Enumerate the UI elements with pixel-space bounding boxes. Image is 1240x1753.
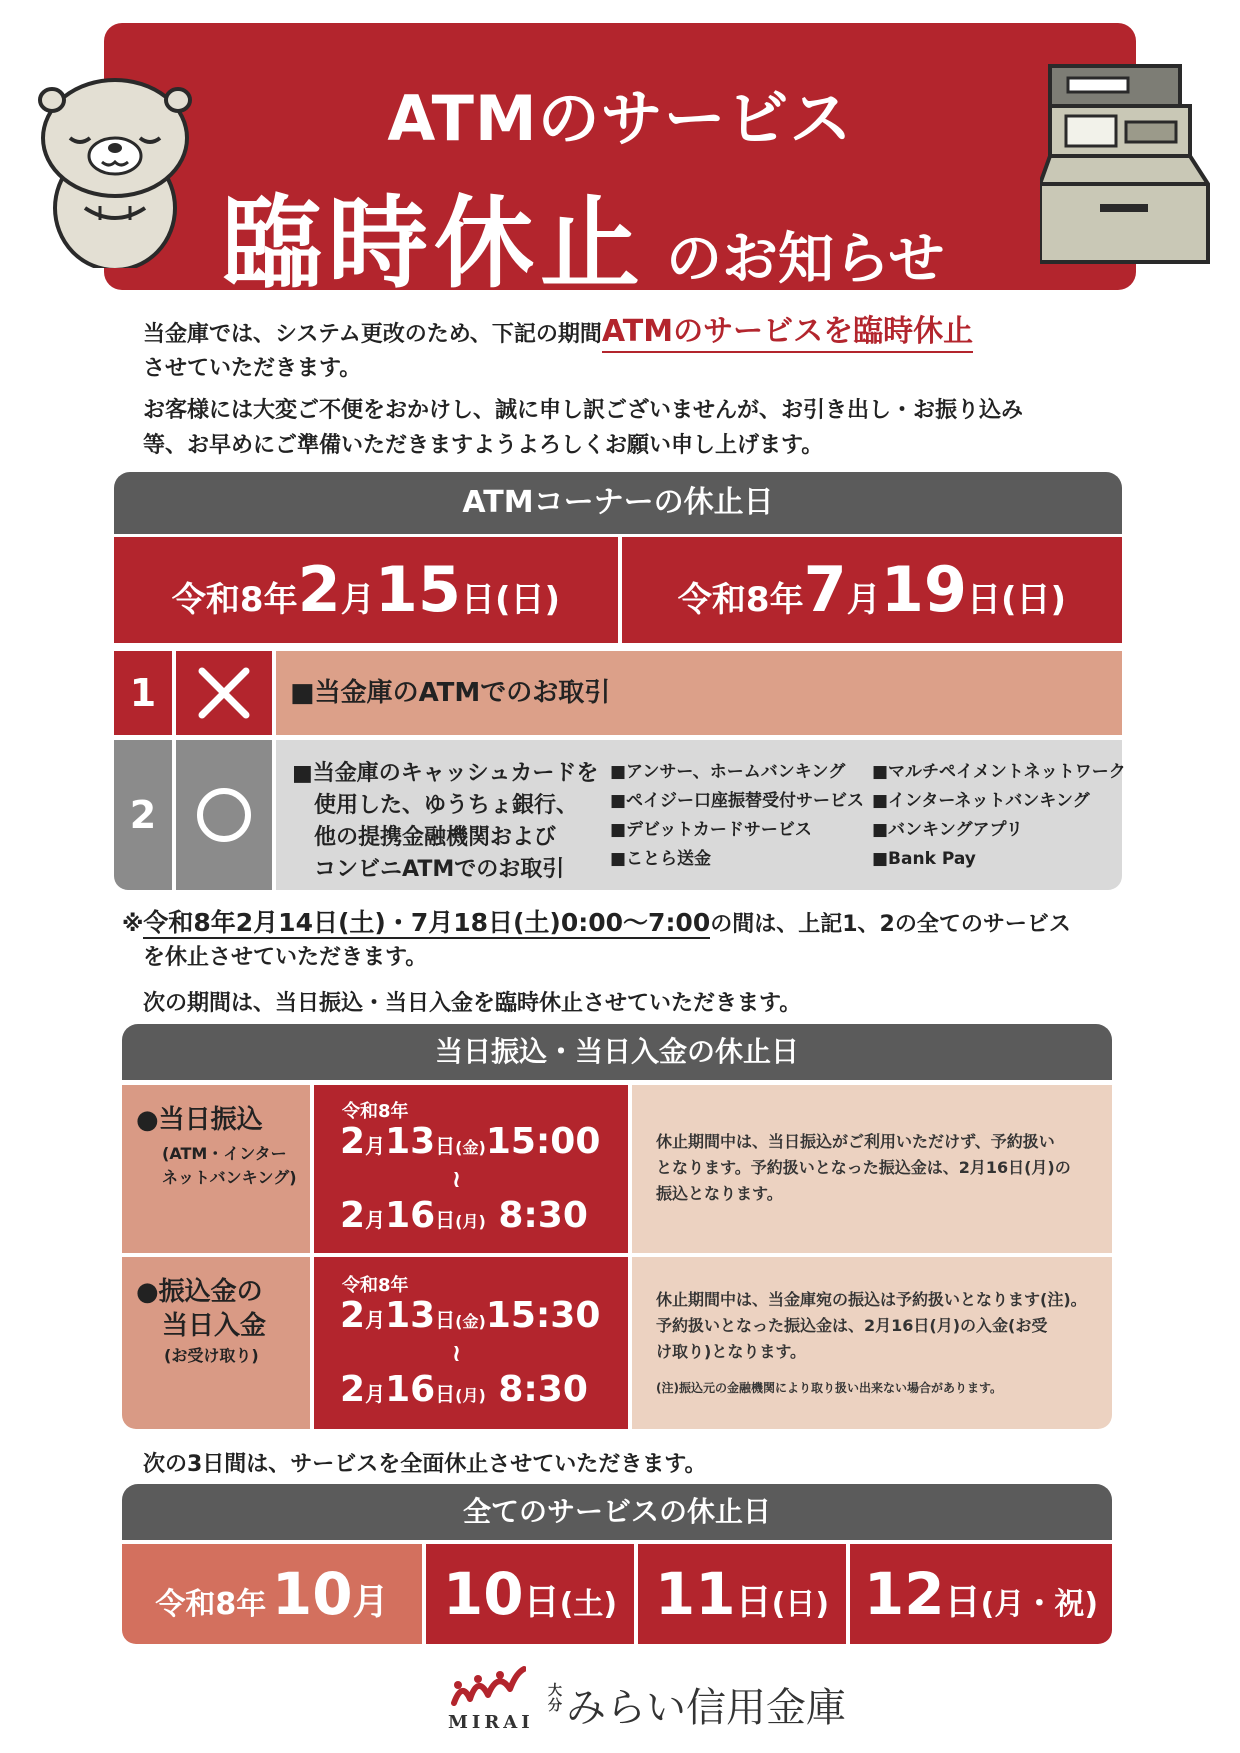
- to-weekday: (月): [455, 1212, 486, 1231]
- transfer-row1-label: ●当日振込: [136, 1105, 263, 1135]
- wave-dash-icon: ≀: [452, 1339, 461, 1367]
- note-underlined-period: 令和8年2月14日(土)・7月18日(土)0:00〜7:00: [143, 908, 711, 937]
- list-item: ■インターネットバンキング: [872, 791, 1090, 811]
- date1-month-unit: 月: [340, 580, 375, 620]
- transfer-row1-from: 2月13日(金)15:00: [340, 1121, 601, 1162]
- to-time: 8:30: [498, 1369, 588, 1410]
- from-time: 15:00: [485, 1121, 601, 1162]
- transfer-row2-year: 令和8年: [342, 1275, 409, 1296]
- logo-japanese: みらい信用金庫: [566, 1685, 846, 1731]
- intro-line-2: させていただきます。: [143, 356, 362, 381]
- to-weekday: (月): [455, 1386, 486, 1405]
- to-day: 16: [385, 1369, 436, 1410]
- list-item: ■マルチペイメントネットワーク: [872, 762, 1126, 782]
- transfer-row2-from: 2月13日(金)15:30: [340, 1295, 601, 1336]
- transfer-row2-label-cell: [122, 1257, 310, 1429]
- from-day: 13: [385, 1295, 436, 1336]
- atm-section-title: ATMコーナーの休止日: [114, 472, 1122, 534]
- otter-mascot-icon: [30, 58, 200, 268]
- day-number: 12: [863, 1560, 945, 1628]
- list-item: ■バンキングアプリ: [872, 820, 1023, 840]
- intro-highlight: ATMのサービスを臨時休止: [602, 314, 973, 353]
- intro-line-3: お客様には大変ご不便をおかけし、誠に申し訳ございませんが、お引き出し・お振り込み: [143, 398, 1024, 423]
- from-month: 2: [340, 1295, 366, 1336]
- to-month: 2: [340, 1195, 366, 1236]
- all-closure-month-cell: [122, 1544, 422, 1644]
- all-month: 10: [271, 1560, 353, 1628]
- transfer-row2-desc: [656, 1287, 1087, 1365]
- header-title-big: 臨時休止: [222, 185, 646, 302]
- transfer-row2-label2: 当日入金: [162, 1311, 267, 1341]
- header-title-line1: ATMのサービス: [387, 82, 853, 155]
- all-month-unit: 月: [352, 1582, 389, 1623]
- date1-day-unit: 日: [461, 580, 495, 620]
- day-number: 11: [654, 1560, 736, 1628]
- transfer-row1-sub1: (ATM・インター: [162, 1144, 287, 1163]
- list-item: ■ペイジー口座振替受付サービス: [610, 791, 865, 811]
- row1-mark-cell: [176, 651, 272, 735]
- row2-text-cell: [276, 740, 1126, 890]
- transfer-row1-to: 2月16日(月) 8:30: [340, 1195, 588, 1236]
- transfer-row1-desc: [656, 1129, 1071, 1207]
- all-closure-day-1: [426, 1544, 634, 1644]
- logo-prefix: 大分: [548, 1683, 562, 1714]
- row1-number: 1: [114, 651, 172, 735]
- to-day: 16: [385, 1195, 436, 1236]
- note-prefix: ※: [122, 912, 144, 937]
- transfer-row1-year: 令和8年: [342, 1101, 409, 1122]
- atm-machine-icon: [1040, 64, 1210, 264]
- transfer-row1-label-cell: [122, 1085, 310, 1253]
- date1-weekday: (日): [495, 580, 561, 620]
- header-banner: [104, 23, 1136, 302]
- list-item: ■デビットカードサービス: [610, 820, 812, 840]
- row2-main-line: 他の提携金融機関および: [292, 825, 557, 850]
- day-unit: 日: [523, 1582, 560, 1623]
- all-closure-day-2: [638, 1544, 846, 1644]
- desc-line: 予約扱いとなった振込金は、2月16日(月)の入金(お受: [656, 1316, 1048, 1335]
- atm-closure-date-2: [622, 537, 1122, 643]
- date1-day: 15: [374, 553, 461, 626]
- from-time: 15:30: [485, 1295, 601, 1336]
- transfer-row1-sub2: ネットバンキング): [162, 1168, 297, 1187]
- note-suffix: の間は、上記1、2の全てのサービス: [710, 912, 1071, 937]
- to-time: 8:30: [498, 1195, 588, 1236]
- day-weekday: (土): [559, 1587, 618, 1622]
- to-month: 2: [340, 1369, 366, 1410]
- from-month: 2: [340, 1121, 366, 1162]
- row2-main-line: 使用した、ゆうちょ銀行、: [292, 793, 579, 818]
- row2-main-line: コンビニATMでのお取引: [292, 857, 565, 882]
- date1-era: 令和8年: [171, 580, 298, 620]
- intro-line-1: [143, 314, 973, 353]
- header-title-small: のお知らせ: [666, 227, 945, 292]
- date2-month: 7: [803, 553, 847, 626]
- date2-day-unit: 日: [967, 580, 1001, 620]
- from-weekday: (金): [455, 1312, 486, 1331]
- date2-month-unit: 月: [846, 580, 881, 620]
- intro-prefix: 当金庫では、システム更改のため、下記の期間: [143, 322, 602, 347]
- row2-service-list-1: [610, 758, 864, 874]
- circle-icon: [176, 740, 272, 890]
- transfer-row2-sub: (お受け取り): [164, 1346, 259, 1365]
- transfer-row2-label1: ●振込金の: [136, 1277, 263, 1307]
- all-closure-intro-line: 次の3日間は、サービスを全面休止させていただきます。: [143, 1452, 707, 1477]
- desc-line: け取り)となります。: [656, 1342, 807, 1361]
- date2-era: 令和8年: [677, 580, 804, 620]
- list-item: ■ことら送金: [610, 849, 712, 869]
- desc-line: となります。予約扱いとなった振込金は、2月16日(月)の: [656, 1158, 1071, 1177]
- row2-main-line: ■当金庫のキャッシュカードを: [292, 761, 599, 786]
- all-era: 令和8年: [155, 1587, 267, 1622]
- day-number: 10: [442, 1560, 524, 1628]
- mirai-logo-icon: [448, 1663, 526, 1713]
- row2-number: 2: [114, 740, 172, 890]
- transfer-intro-line: 次の期間は、当日振込・当日入金を臨時休止させていただきます。: [143, 991, 802, 1016]
- desc-line: 休止期間中は、当金庫宛の振込は予約扱いとなります(注)。: [656, 1290, 1087, 1309]
- row1-text: ■当金庫のATMでのお取引: [276, 651, 1122, 735]
- all-section-title: 全てのサービスの休止日: [122, 1484, 1112, 1540]
- from-weekday: (金): [455, 1138, 486, 1157]
- atm-closure-date-1: [114, 537, 618, 643]
- transfer-row1-desc-cell: [632, 1085, 1112, 1253]
- transfer-section-title: 当日振込・当日入金の休止日: [122, 1024, 1112, 1080]
- date1-month: 2: [297, 553, 341, 626]
- day-weekday: (月・祝): [980, 1587, 1099, 1622]
- day-weekday: (日): [771, 1587, 830, 1622]
- header-title-line2: [222, 163, 944, 307]
- transfer-row2-period-cell: [314, 1257, 628, 1429]
- transfer-row2-to: 2月16日(月) 8:30: [340, 1369, 588, 1410]
- transfer-row2-footnote: (注)振込元の金融機関により取り扱い出来ない場合があります。: [656, 1381, 1003, 1395]
- date2-weekday: (日): [1001, 580, 1067, 620]
- cross-icon: [176, 651, 272, 735]
- from-day: 13: [385, 1121, 436, 1162]
- date2-day: 19: [880, 553, 967, 626]
- day-unit: 日: [735, 1582, 772, 1623]
- wave-dash-icon: ≀: [452, 1165, 461, 1193]
- intro-line-4: 等、お早めにご準備いただきますようよろしくお願い申し上げます。: [143, 433, 824, 458]
- transfer-row1-period-cell: [314, 1085, 628, 1253]
- all-closure-day-3: [850, 1544, 1112, 1644]
- note-line-2: を休止させていただきます。: [143, 945, 428, 970]
- desc-line: 振込となります。: [656, 1184, 783, 1203]
- row2-mark-cell: [176, 740, 272, 890]
- transfer-row2-desc-cell: [632, 1257, 1112, 1429]
- row2-main-text: [292, 758, 598, 886]
- row2-service-list-2: [872, 758, 1126, 874]
- list-item: ■Bank Pay: [872, 849, 976, 869]
- day-unit: 日: [944, 1582, 981, 1623]
- logo-english: MIRAI: [448, 1712, 534, 1733]
- desc-line: 休止期間中は、当日振込がご利用いただけず、予約扱い: [656, 1132, 1055, 1151]
- list-item: ■アンサー、ホームバンキング: [610, 762, 846, 782]
- note-line-1: [122, 906, 1071, 942]
